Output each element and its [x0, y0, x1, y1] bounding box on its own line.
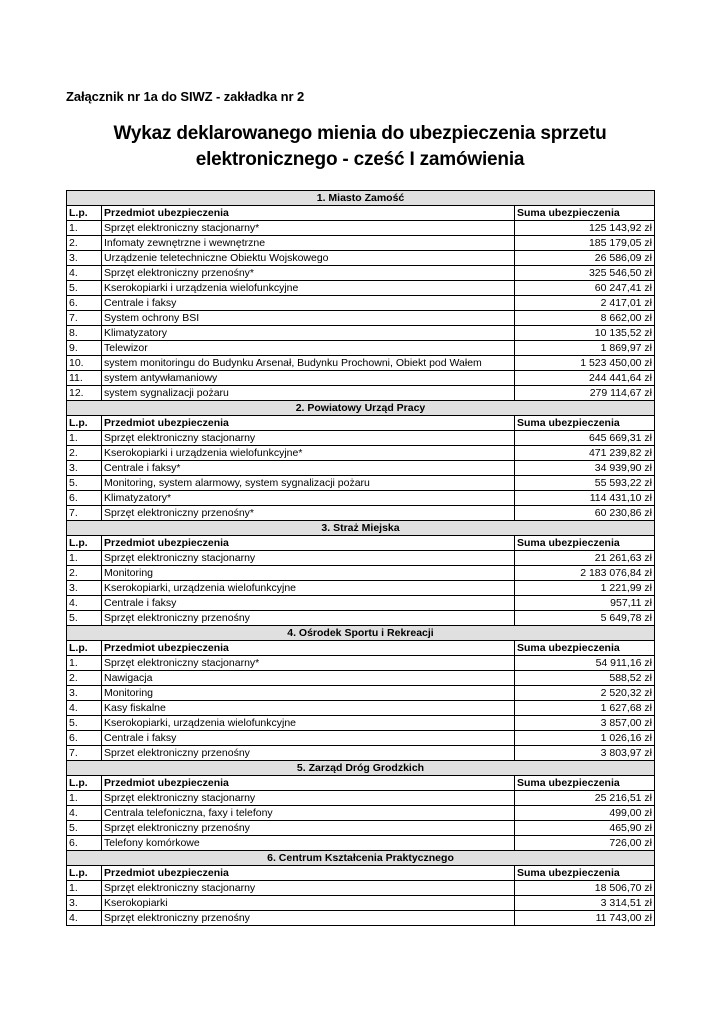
table-row: [67, 791, 655, 806]
insured-sum: 11 743,00 zł: [515, 911, 655, 926]
insured-sum: 34 939,90 zł: [515, 461, 655, 476]
item-name: Sprzęt elektroniczny przenośny*: [102, 266, 515, 281]
table-row: [67, 716, 655, 731]
row-number: 2.: [67, 236, 102, 251]
table-row: [67, 821, 655, 836]
insured-sum: 114 431,10 zł: [515, 491, 655, 506]
item-name: Monitoring: [102, 686, 515, 701]
item-name: Sprzęt elektroniczny przenośny: [102, 611, 515, 626]
table-row: [67, 386, 655, 401]
insured-sum: 2 520,32 zł: [515, 686, 655, 701]
row-number: 10.: [67, 356, 102, 371]
insured-sum: 1 221,99 zł: [515, 581, 655, 596]
table-row: [67, 671, 655, 686]
row-number: 12.: [67, 386, 102, 401]
row-number: 9.: [67, 341, 102, 356]
item-name: Sprzęt elektroniczny przenośny: [102, 821, 515, 836]
row-number: 1.: [67, 656, 102, 671]
insured-sum: 244 441,64 zł: [515, 371, 655, 386]
item-name: Sprzęt elektroniczny stacjonarny: [102, 881, 515, 896]
table-row: [67, 701, 655, 716]
insured-sum: 26 586,09 zł: [515, 251, 655, 266]
item-name: Kserokopiarki i urządzenia wielofunkcyjne: [102, 281, 515, 296]
row-number: 5.: [67, 611, 102, 626]
item-name: Sprzęt elektroniczny przenośny: [102, 911, 515, 926]
item-name: Nawigacja: [102, 671, 515, 686]
table-body: [67, 191, 655, 926]
table-row: [67, 806, 655, 821]
header-lp: L.p.: [67, 866, 102, 881]
insured-sum: 465,90 zł: [515, 821, 655, 836]
header-lp: L.p.: [67, 206, 102, 221]
section-header: [67, 401, 655, 416]
section-title: 4. Ośrodek Sportu i Rekreacji: [67, 626, 655, 641]
row-number: 3.: [67, 686, 102, 701]
item-name: Kserokopiarki, urządzenia wielofunkcyjne: [102, 716, 515, 731]
header-item: Przedmiot ubezpieczenia: [102, 866, 515, 881]
insured-sum: 5 649,78 zł: [515, 611, 655, 626]
row-number: 6.: [67, 836, 102, 851]
insured-sum: 645 669,31 zł: [515, 431, 655, 446]
section-title: 6. Centrum Kształcenia Praktycznego: [67, 851, 655, 866]
item-name: system sygnalizacji pożaru: [102, 386, 515, 401]
row-number: 1.: [67, 881, 102, 896]
insured-sum: 2 417,01 zł: [515, 296, 655, 311]
table-row: [67, 896, 655, 911]
section-header: [67, 521, 655, 536]
column-header-row: [67, 206, 655, 221]
row-number: 2.: [67, 566, 102, 581]
row-number: 3.: [67, 581, 102, 596]
row-number: 1.: [67, 431, 102, 446]
table-row: [67, 881, 655, 896]
row-number: 8.: [67, 326, 102, 341]
row-number: 2.: [67, 671, 102, 686]
row-number: 4.: [67, 806, 102, 821]
insured-sum: 10 135,52 zł: [515, 326, 655, 341]
table-row: [67, 341, 655, 356]
item-name: Monitoring: [102, 566, 515, 581]
insured-sum: 1 627,68 zł: [515, 701, 655, 716]
item-name: Klimatyzatory*: [102, 491, 515, 506]
table-row: [67, 431, 655, 446]
insured-sum: 325 546,50 zł: [515, 266, 655, 281]
header-sum: Suma ubezpieczenia: [515, 536, 655, 551]
row-number: 5.: [67, 821, 102, 836]
insured-sum: 3 803,97 zł: [515, 746, 655, 761]
column-header-row: [67, 416, 655, 431]
insured-sum: 18 506,70 zł: [515, 881, 655, 896]
table-row: [67, 461, 655, 476]
section-header: [67, 191, 655, 206]
item-name: Centrale i faksy: [102, 296, 515, 311]
row-number: 5.: [67, 716, 102, 731]
item-name: system antywłamaniowy: [102, 371, 515, 386]
header-lp: L.p.: [67, 416, 102, 431]
table-row: [67, 506, 655, 521]
insured-sum: 1 869,97 zł: [515, 341, 655, 356]
header-sum: Suma ubezpieczenia: [515, 866, 655, 881]
header-item: Przedmiot ubezpieczenia: [102, 536, 515, 551]
section-title: 2. Powiatowy Urząd Pracy: [67, 401, 655, 416]
property-table: [66, 190, 655, 926]
table-row: [67, 731, 655, 746]
item-name: system monitoringu do Budynku Arsenał, Budynku Prochowni, Obiekt pod Wałem: [102, 356, 515, 371]
row-number: 4.: [67, 596, 102, 611]
row-number: 3.: [67, 461, 102, 476]
item-name: Centrale i faksy*: [102, 461, 515, 476]
item-name: Sprzęt elektroniczny przenośny*: [102, 506, 515, 521]
item-name: Klimatyzatory: [102, 326, 515, 341]
header-sum: Suma ubezpieczenia: [515, 416, 655, 431]
insured-sum: 185 179,05 zł: [515, 236, 655, 251]
page-title: [66, 121, 654, 173]
annex-label: Załącznik nr 1a do SIWZ - zakładka nr 2: [66, 89, 305, 104]
table-row: [67, 446, 655, 461]
insured-sum: 60 247,41 zł: [515, 281, 655, 296]
item-name: Sprzet elektroniczny przenośny: [102, 746, 515, 761]
row-number: 1.: [67, 221, 102, 236]
row-number: 7.: [67, 746, 102, 761]
table-row: [67, 581, 655, 596]
row-number: 4.: [67, 701, 102, 716]
section-header: [67, 851, 655, 866]
table-row: [67, 296, 655, 311]
row-number: 3.: [67, 251, 102, 266]
table-row: [67, 491, 655, 506]
item-name: Sprzęt elektroniczny stacjonarny: [102, 551, 515, 566]
item-name: Urządzenie teletechniczne Obiektu Wojskowego: [102, 251, 515, 266]
table-row: [67, 311, 655, 326]
table-row: [67, 551, 655, 566]
header-item: Przedmiot ubezpieczenia: [102, 776, 515, 791]
header-item: Przedmiot ubezpieczenia: [102, 416, 515, 431]
column-header-row: [67, 866, 655, 881]
insured-sum: 726,00 zł: [515, 836, 655, 851]
header-sum: Suma ubezpieczenia: [515, 776, 655, 791]
table-row: [67, 371, 655, 386]
table-row: [67, 611, 655, 626]
table-row: [67, 251, 655, 266]
item-name: Telewizor: [102, 341, 515, 356]
item-name: Monitoring, system alarmowy, system sygnalizacji pożaru: [102, 476, 515, 491]
insured-sum: 60 230,86 zł: [515, 506, 655, 521]
header-lp: L.p.: [67, 641, 102, 656]
header-sum: Suma ubezpieczenia: [515, 206, 655, 221]
header-item: Przedmiot ubezpieczenia: [102, 641, 515, 656]
header-item: Przedmiot ubezpieczenia: [102, 206, 515, 221]
item-name: Kasy fiskalne: [102, 701, 515, 716]
item-name: Kserokopiarki, urządzenia wielofunkcyjne: [102, 581, 515, 596]
item-name: Kserokopiarki: [102, 896, 515, 911]
insured-sum: 957,11 zł: [515, 596, 655, 611]
insured-sum: 55 593,22 zł: [515, 476, 655, 491]
title-line-1: Wykaz deklarowanego mienia do ubezpieczenia sprzetu: [113, 123, 607, 144]
insured-sum: 25 216,51 zł: [515, 791, 655, 806]
table-row: [67, 281, 655, 296]
table-row: [67, 221, 655, 236]
section-title: 1. Miasto Zamość: [67, 191, 655, 206]
table-row: [67, 911, 655, 926]
item-name: Centrale i faksy: [102, 731, 515, 746]
insured-sum: 3 314,51 zł: [515, 896, 655, 911]
row-number: 3.: [67, 896, 102, 911]
row-number: 4.: [67, 911, 102, 926]
insured-sum: 1 523 450,00 zł: [515, 356, 655, 371]
insured-sum: 21 261,63 zł: [515, 551, 655, 566]
item-name: Infomaty zewnętrzne i wewnętrzne: [102, 236, 515, 251]
insured-sum: 471 239,82 zł: [515, 446, 655, 461]
table-row: [67, 596, 655, 611]
table-row: [67, 686, 655, 701]
item-name: Kserokopiarki i urządzenia wielofunkcyjne*: [102, 446, 515, 461]
row-number: 5.: [67, 281, 102, 296]
section-header: [67, 626, 655, 641]
row-number: 6.: [67, 296, 102, 311]
insured-sum: 499,00 zł: [515, 806, 655, 821]
row-number: 4.: [67, 266, 102, 281]
header-lp: L.p.: [67, 776, 102, 791]
table-row: [67, 566, 655, 581]
item-name: Centrale i faksy: [102, 596, 515, 611]
column-header-row: [67, 776, 655, 791]
row-number: 7.: [67, 311, 102, 326]
item-name: System ochrony BSI: [102, 311, 515, 326]
table-row: [67, 746, 655, 761]
insured-sum: 125 143,92 zł: [515, 221, 655, 236]
item-name: Centrala telefoniczna, faxy i telefony: [102, 806, 515, 821]
column-header-row: [67, 641, 655, 656]
section-title: 3. Straż Miejska: [67, 521, 655, 536]
insured-sum: 2 183 076,84 zł: [515, 566, 655, 581]
item-name: Sprzęt elektroniczny stacjonarny*: [102, 221, 515, 236]
insured-sum: 8 662,00 zł: [515, 311, 655, 326]
row-number: 11.: [67, 371, 102, 386]
table-row: [67, 836, 655, 851]
insured-sum: 54 911,16 zł: [515, 656, 655, 671]
insured-sum: 279 114,67 zł: [515, 386, 655, 401]
item-name: Telefony komórkowe: [102, 836, 515, 851]
row-number: 5.: [67, 476, 102, 491]
insured-sum: 1 026,16 zł: [515, 731, 655, 746]
row-number: 6.: [67, 731, 102, 746]
title-line-2: elektronicznego - cześć I zamówienia: [195, 149, 525, 170]
insured-sum: 588,52 zł: [515, 671, 655, 686]
item-name: Sprzęt elektroniczny stacjonarny: [102, 431, 515, 446]
table-row: [67, 326, 655, 341]
table-row: [67, 236, 655, 251]
table-row: [67, 266, 655, 281]
row-number: 1.: [67, 551, 102, 566]
item-name: Sprzęt elektroniczny stacjonarny*: [102, 656, 515, 671]
row-number: 2.: [67, 446, 102, 461]
table-row: [67, 476, 655, 491]
table-row: [67, 356, 655, 371]
row-number: 1.: [67, 791, 102, 806]
table-row: [67, 656, 655, 671]
row-number: 6.: [67, 491, 102, 506]
insured-sum: 3 857,00 zł: [515, 716, 655, 731]
header-lp: L.p.: [67, 536, 102, 551]
row-number: 7.: [67, 506, 102, 521]
header-sum: Suma ubezpieczenia: [515, 641, 655, 656]
item-name: Sprzęt elektroniczny stacjonarny: [102, 791, 515, 806]
section-title: 5. Zarząd Dróg Grodzkich: [67, 761, 655, 776]
section-header: [67, 761, 655, 776]
column-header-row: [67, 536, 655, 551]
